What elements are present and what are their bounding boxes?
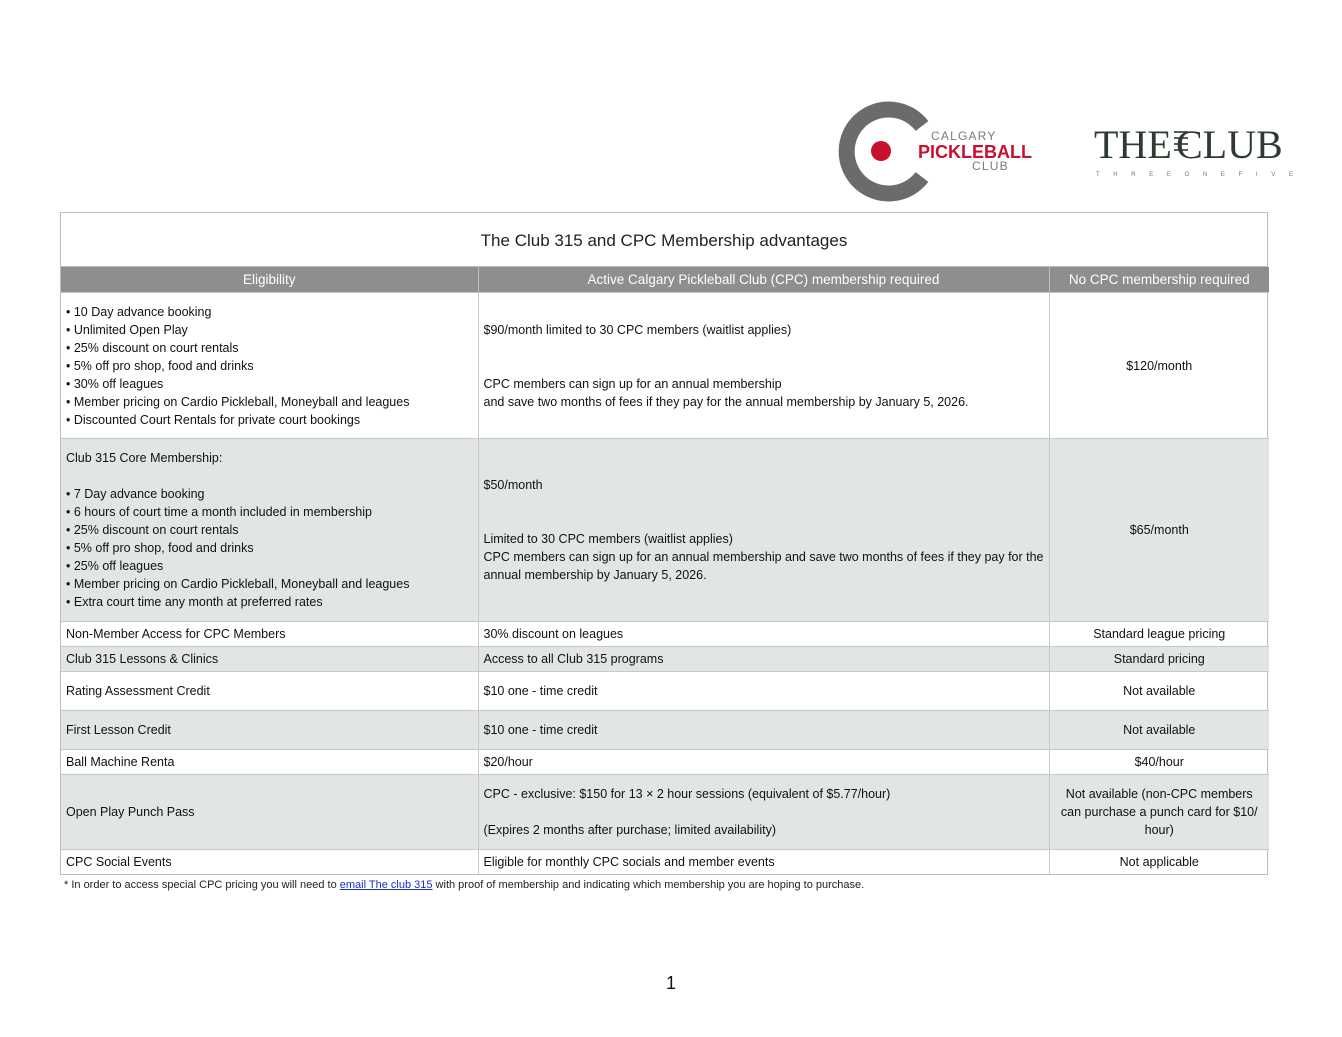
cpc-annual-note-detail: and save two months of fees if they pay for the annual membership by January 5, 2026. — [483, 394, 969, 409]
membership-table-sheet — [60, 212, 1268, 875]
table-row-core — [61, 439, 1269, 622]
cpc-cell: Eligible for monthly CPC socials and member events — [478, 850, 1049, 875]
table-row — [61, 750, 1269, 775]
cpc-cell: $10 one - time credit — [478, 672, 1049, 711]
cpc-annual-note: CPC members can sign up for an annual membership and save two months of fees if they pay for the annual membership by January 5, 2026. — [483, 550, 1044, 582]
eligibility-cell: CPC Social Events — [61, 850, 478, 875]
non-cpc-cell: Not available — [1049, 711, 1269, 750]
non-cpc-cell: $40/hour — [1049, 750, 1269, 775]
cpc-cell: Access to all Club 315 programs — [478, 647, 1049, 672]
list-item: • 5% off pro shop, food and drinks — [66, 357, 473, 375]
list-item: • Extra court time any month at preferred rates — [66, 593, 473, 611]
core-membership-heading: Club 315 Core Membership: — [66, 451, 223, 465]
logos-area — [834, 104, 1299, 199]
calgary-pickleball-club-logo — [834, 104, 1039, 199]
eligibility-cell: Club 315 Lessons & Clinics — [61, 647, 478, 672]
cpc-cell: $10 one - time credit — [478, 711, 1049, 750]
table-row — [61, 622, 1269, 647]
svg-text:PICKLEBALL: PICKLEBALL — [918, 142, 1032, 162]
table-title: The Club 315 and CPC Membership advantages — [61, 213, 1267, 267]
eligibility-cell: Rating Assessment Credit — [61, 672, 478, 711]
cpc-cell — [478, 439, 1049, 622]
non-cpc-cell: Standard league pricing — [1049, 622, 1269, 647]
list-item: • 25% discount on court rentals — [66, 521, 473, 539]
the-club-315-logo — [1092, 118, 1299, 188]
list-item: • 30% off leagues — [66, 375, 473, 393]
benefit-list — [66, 485, 473, 611]
table-row — [61, 647, 1269, 672]
header-eligibility: Eligibility — [61, 267, 478, 293]
list-item: • Member pricing on Cardio Pickleball, Moneyball and leagues — [66, 393, 473, 411]
footnote — [64, 879, 864, 891]
non-cpc-cell: Not available (non-CPC members can purchase a punch card for $10/ hour) — [1049, 775, 1269, 850]
svg-text:T H R E E O N E F I V E: T H R E E O N E F I V E — [1096, 172, 1299, 178]
table-row — [61, 850, 1269, 875]
eligibility-cell: Open Play Punch Pass — [61, 775, 478, 850]
email-link[interactable]: email The club 315 — [339, 879, 433, 891]
svg-text:THE: THE — [1094, 122, 1172, 167]
svg-text:CLUB: CLUB — [1176, 122, 1283, 167]
benefit-list — [66, 303, 473, 429]
cpc-cell — [478, 775, 1049, 850]
list-item: • Discounted Court Rentals for private court bookings — [66, 411, 473, 429]
header-no-cpc-required: No CPC membership required — [1049, 267, 1269, 293]
cpc-cell: 30% discount on leagues — [478, 622, 1049, 647]
svg-text:CALGARY: CALGARY — [931, 129, 997, 143]
non-cpc-cell: Not applicable — [1049, 850, 1269, 875]
table-row-premium — [61, 293, 1269, 439]
list-item: • 25% off leagues — [66, 557, 473, 575]
list-item: • 6 hours of court time a month included in membership — [66, 503, 473, 521]
cpc-cell: $20/hour — [478, 750, 1049, 775]
cpc-limit-note: Limited to 30 CPC members (waitlist applies) — [483, 532, 733, 546]
table-row-punch-pass — [61, 775, 1269, 850]
table-row — [61, 711, 1269, 750]
eligibility-cell: Non-Member Access for CPC Members — [61, 622, 478, 647]
non-cpc-cell: $65/month — [1049, 439, 1269, 622]
footnote-text-before: * In order to access special CPC pricing you will need to — [64, 879, 340, 891]
svg-text:CLUB: CLUB — [972, 159, 1009, 173]
list-item: • Member pricing on Cardio Pickleball, Moneyball and leagues — [66, 575, 473, 593]
eligibility-cell — [61, 293, 478, 439]
list-item: • 7 Day advance booking — [66, 485, 473, 503]
cpc-cell — [478, 293, 1049, 439]
cpc-price: $90/month limited to 30 CPC members (waitlist applies) — [483, 322, 792, 337]
non-cpc-cell: $120/month — [1049, 293, 1269, 439]
cpc-annual-note: CPC members can sign up for an annual membership — [483, 376, 782, 391]
membership-table — [61, 267, 1269, 874]
list-item: • 10 Day advance booking — [66, 303, 473, 321]
header-cpc-required: Active Calgary Pickleball Club (CPC) membership required — [478, 267, 1049, 293]
cpc-price: $50/month — [483, 478, 543, 492]
punch-pass-expiry: (Expires 2 months after purchase; limited availability) — [483, 823, 776, 837]
page-number: 1 — [665, 973, 676, 993]
eligibility-cell: Ball Machine Renta — [61, 750, 478, 775]
table-row — [61, 672, 1269, 711]
footnote-text-after: with proof of membership and indicating which membership you are hoping to purchase. — [432, 879, 865, 891]
punch-pass-offer: CPC - exclusive: $150 for 13 × 2 hour sessions (equivalent of $5.77/hour) — [483, 787, 891, 801]
eligibility-cell: First Lesson Credit — [61, 711, 478, 750]
non-cpc-cell: Not available — [1049, 672, 1269, 711]
list-item: • Unlimited Open Play — [66, 321, 473, 339]
eligibility-cell — [61, 439, 478, 622]
non-cpc-cell: Standard pricing — [1049, 647, 1269, 672]
list-item: • 5% off pro shop, food and drinks — [66, 539, 473, 557]
list-item: • 25% discount on court rentals — [66, 339, 473, 357]
header-row — [61, 267, 1269, 293]
